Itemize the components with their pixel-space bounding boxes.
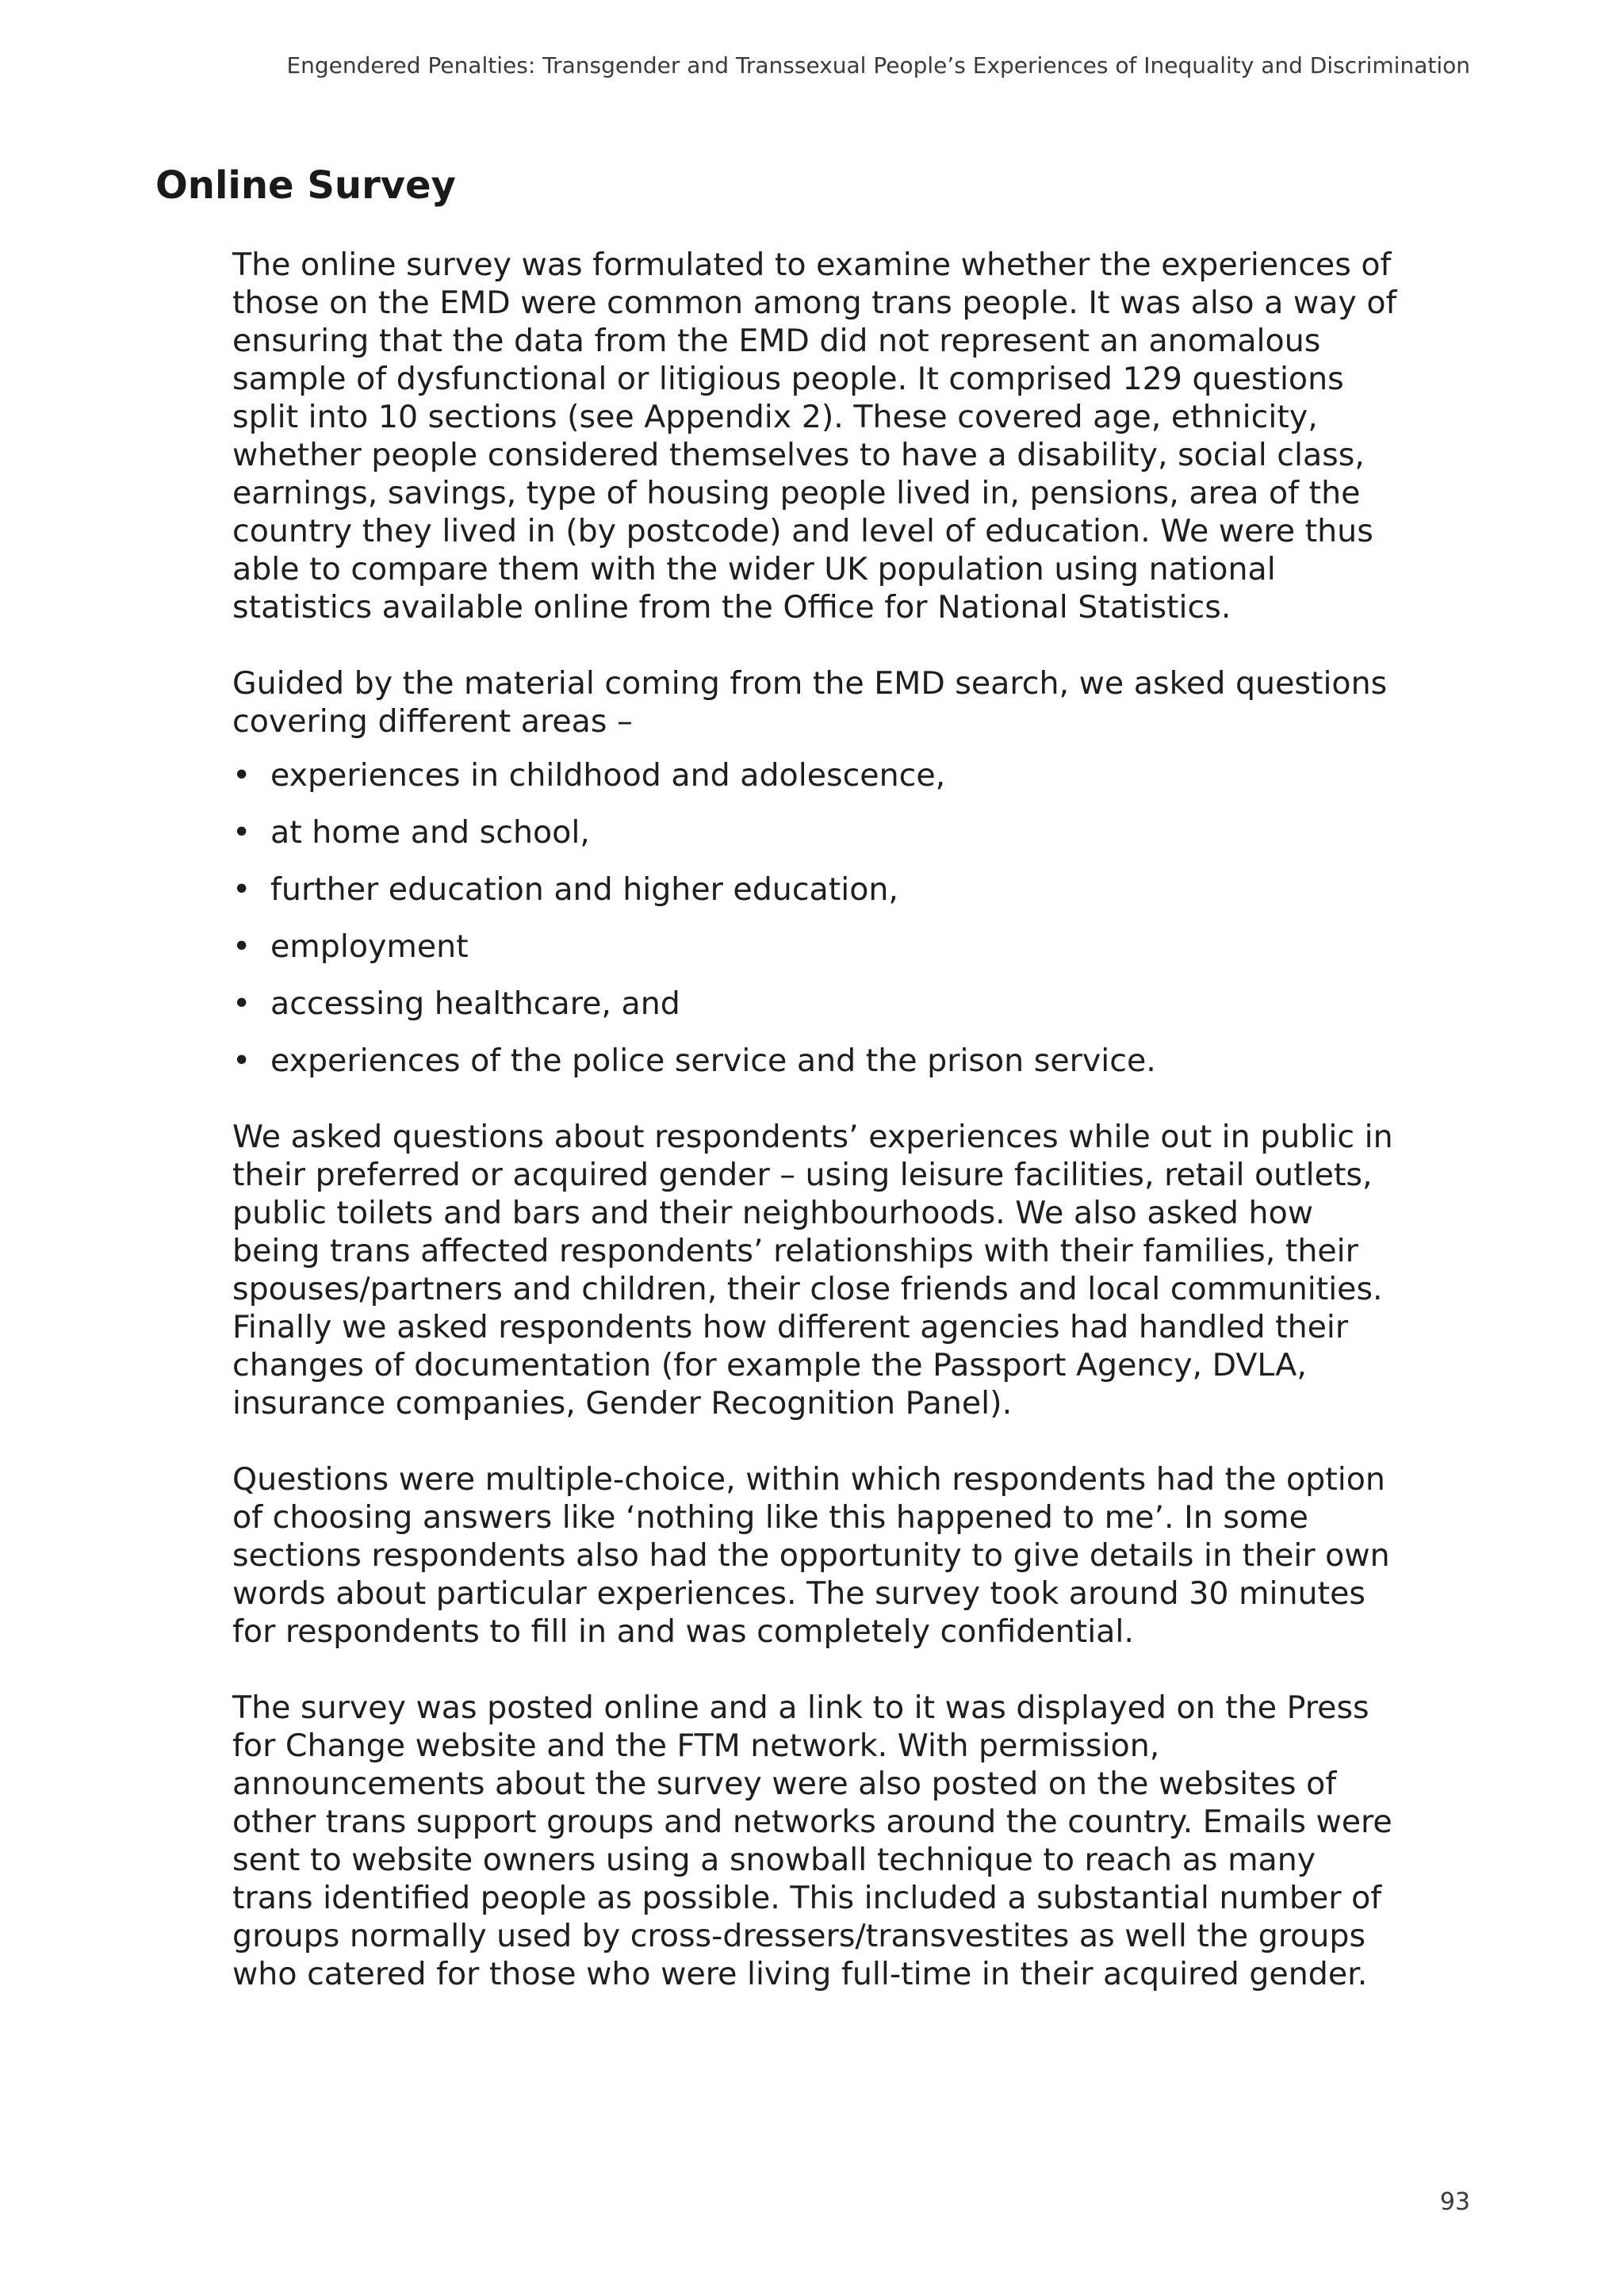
list-item: • accessing healthcare, and: [232, 985, 1406, 1023]
body-text: [232, 246, 1406, 2031]
list-item: • experiences in childhood and adolescence,: [232, 756, 1406, 794]
paragraph-distribution: The survey was posted online and a link to it was displayed on the Press for Change website and the FTM network. With permission, announcements about the survey were also posted on the websites of other trans support groups and networks around the country. Emails were sent to website owners using a snowball technique to reach as many trans identified people as possible. This included a substantial number of groups normally used by cross-dressers/transvestites as well the groups who catered for those who were living full-time in their acquired gender.: [232, 1689, 1392, 1992]
running-header: Engendered Penalties: Transgender and Transsexual People’s Experiences of Inequality and Discrimination: [286, 52, 1470, 78]
areas-list: [232, 756, 1406, 1080]
page-number: 93: [1439, 2188, 1470, 2216]
paragraph-survey-design: The online survey was formulated to examine whether the experiences of those on the EMD were common among trans people. It was also a way of ensuring that the data from the EMD did not represent an anomalous sample of dysfunctional or litigious people. It comprised 129 questions split into 10 sections (see Appendix 2). These covered age, ethnicity, whether people considered themselves to have a disability, social class, earnings, savings, type of housing people lived in, pensions, area of the country they lived in (by postcode) and level of education. We were thus able to compare them with the wider UK population using national statistics available online from the Office for National Statistics.: [232, 247, 1397, 626]
list-item: • further education and higher education,: [232, 871, 1406, 909]
list-item: • at home and school,: [232, 813, 1406, 851]
list-item: • experiences of the police service and the prison service.: [232, 1042, 1406, 1080]
section-title: Online Survey: [155, 163, 456, 208]
paragraph-public-experiences: We asked questions about respondents’ experiences while out in public in their preferred or acquired gender – using leisure facilities, retail outlets, public toilets and bars and their neighbourhoods. We also asked how being trans affected respondents’ relationships with their families, their spouses/partners and children, their close friends and local communities. Finally we asked respondents how different agencies had handled their changes of documentation (for example the Passport Agency, DVLA, insurance companies, Gender Recognition Panel).: [232, 1119, 1393, 1422]
paragraph-areas-intro: Guided by the material coming from the EMD search, we asked questions covering different areas –: [232, 665, 1388, 740]
list-item: • employment: [232, 928, 1406, 966]
paragraph-question-format: Questions were multiple-choice, within which respondents had the option of choosing answers like ‘nothing like this happened to me’. In some sections respondents also had the opportunity to give details in their own words about particular experiences. The survey took around 30 minutes for respondents to fill in and was completely confidential.: [232, 1461, 1390, 1650]
